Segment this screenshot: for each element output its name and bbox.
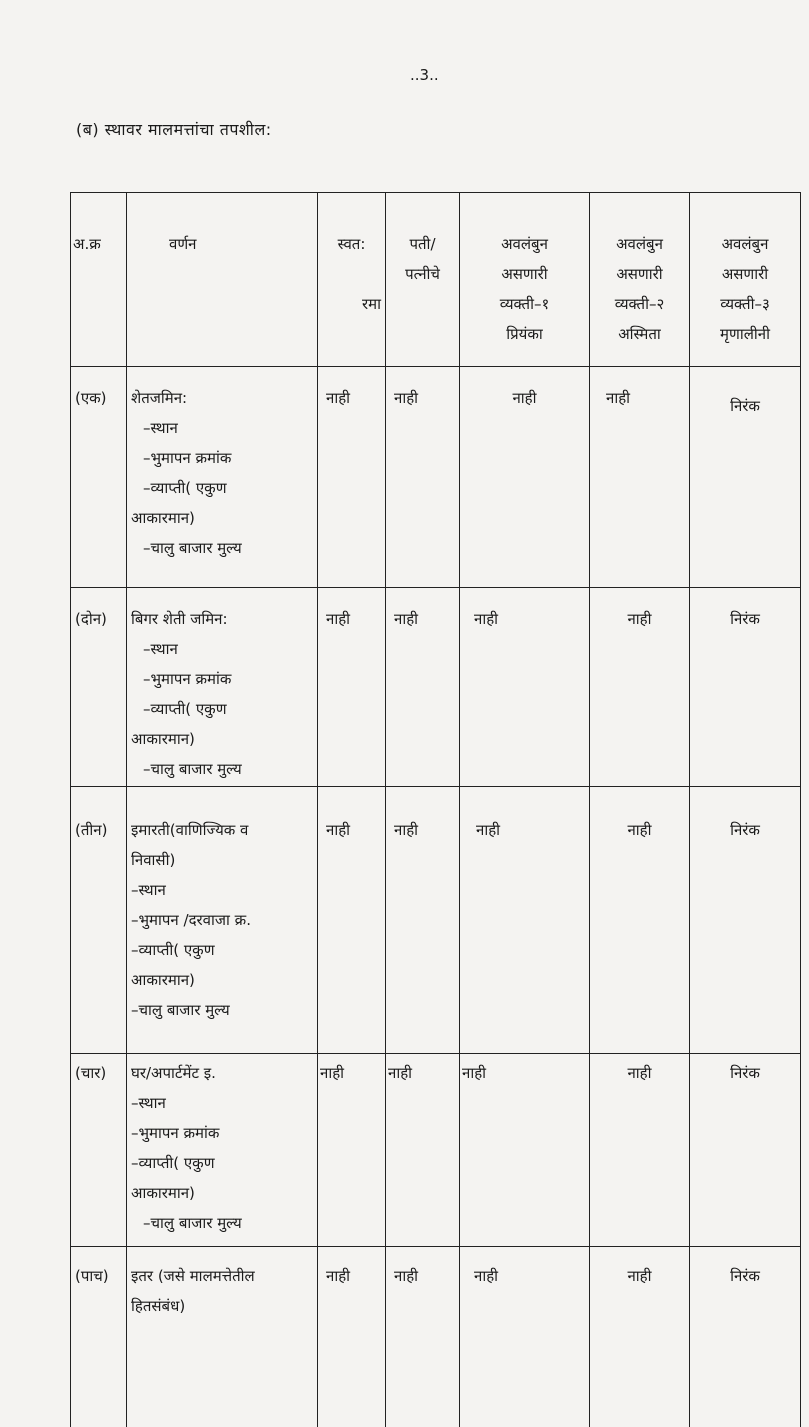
row-serial: (चार) xyxy=(71,1054,127,1247)
row-description: बिगर शेती जमिन: –स्थान –भुमापन क्रमांक –व्याप्ती( एकुण आकारमान) –चालु बाजार मुल्य xyxy=(127,588,318,787)
row-serial: (एक) xyxy=(71,367,127,588)
header-dependent-3: अवलंबुन असणारी व्यक्ती–३ मृणालीनी xyxy=(690,193,801,367)
row-self-value: नाही xyxy=(318,787,386,1054)
row-self-value: नाही xyxy=(318,367,386,588)
row-dep2-value: नाही xyxy=(590,787,690,1054)
row-self-value: नाही xyxy=(318,1247,386,1427)
row-dep1-value: नाही xyxy=(460,1054,590,1247)
row-serial: (पाच) xyxy=(71,1247,127,1427)
row-dep1-value: नाही xyxy=(460,1247,590,1427)
row-serial: (तीन) xyxy=(71,787,127,1054)
row-spouse-value: नाही xyxy=(386,588,460,787)
header-dependent-2: अवलंबुन असणारी व्यक्ती–२ अस्मिता xyxy=(590,193,690,367)
table-row xyxy=(71,1054,801,1247)
row-dep3-value: निरंक xyxy=(690,588,801,787)
row-description: इमारती(वाणिज्यिक व निवासी) –स्थान –भुमापन /दरवाजा क्र. –व्याप्ती( एकुण आकारमान) –चालु बाजार मुल्य xyxy=(127,787,318,1054)
row-dep2-value: नाही xyxy=(590,588,690,787)
row-spouse-value: नाही xyxy=(386,367,460,588)
header-dependent-1: अवलंबुन असणारी व्यक्ती–१ प्रियंका xyxy=(460,193,590,367)
row-dep2-value: नाही xyxy=(590,367,690,588)
row-spouse-value: नाही xyxy=(386,1054,460,1247)
section-heading: (ब) स्थावर मालमत्तांचा तपशील: xyxy=(76,118,272,140)
table-header-row xyxy=(71,193,801,367)
row-dep1-value: नाही xyxy=(460,367,590,588)
row-description: शेतजमिन: –स्थान –भुमापन क्रमांक –व्याप्ती( एकुण आकारमान) –चालु बाजार मुल्य xyxy=(127,367,318,588)
header-description: वर्णन xyxy=(127,193,318,367)
row-self-value: नाही xyxy=(318,1054,386,1247)
page-number: ..3.. xyxy=(410,66,439,84)
row-dep2-value: नाही xyxy=(590,1054,690,1247)
table-row xyxy=(71,588,801,787)
table-row xyxy=(71,367,801,588)
row-spouse-value: नाही xyxy=(386,787,460,1054)
header-spouse: पती/ पत्नीचे xyxy=(386,193,460,367)
header-self: स्वत: रमा xyxy=(318,193,386,367)
table-row xyxy=(71,1247,801,1427)
row-description: इतर (जसे मालमत्तेतील हितसंबंध) xyxy=(127,1247,318,1427)
row-description: घर/अपार्टमेंट इ. –स्थान –भुमापन क्रमांक –व्याप्ती( एकुण आकारमान) –चालु बाजार मुल्य xyxy=(127,1054,318,1247)
immovable-assets-table-wrapper xyxy=(70,192,800,1342)
row-dep1-value: नाही xyxy=(460,588,590,787)
table-row xyxy=(71,787,801,1054)
row-dep3-value: निरंक xyxy=(690,787,801,1054)
row-dep3-value: निरंक xyxy=(690,1247,801,1427)
row-self-value: नाही xyxy=(318,588,386,787)
row-dep1-value: नाही xyxy=(460,787,590,1054)
row-dep2-value: नाही xyxy=(590,1247,690,1427)
row-serial: (दोन) xyxy=(71,588,127,787)
header-serial: अ.क्र xyxy=(71,193,127,367)
immovable-assets-table xyxy=(70,192,801,1427)
row-dep3-value: निरंक xyxy=(690,367,801,588)
row-spouse-value: नाही xyxy=(386,1247,460,1427)
row-dep3-value: निरंक xyxy=(690,1054,801,1247)
